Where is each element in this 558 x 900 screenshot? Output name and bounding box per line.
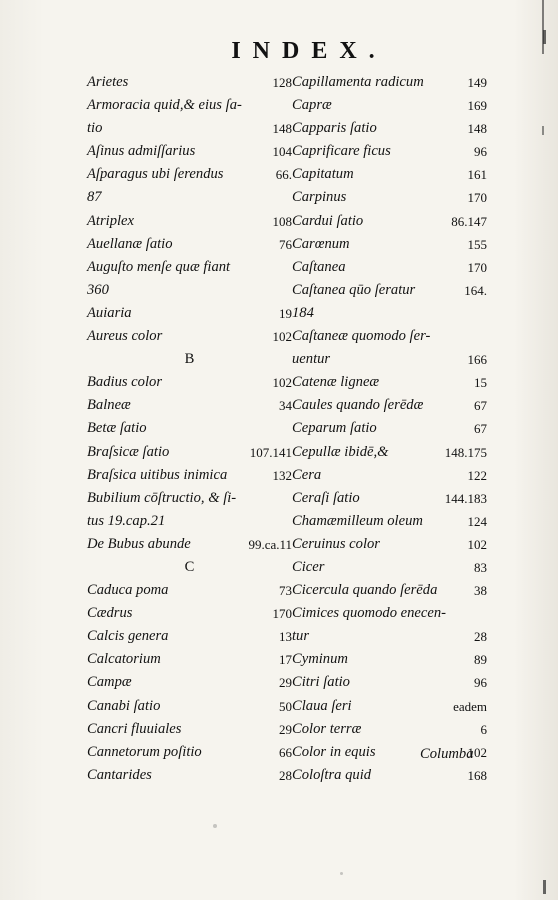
entry-term: 360 [87,281,109,298]
entry-term: Auellanæ ſatio [87,235,173,252]
entry-page-ref: 6 [480,721,487,737]
entry-term: Cannetorum poſitio [87,743,202,760]
entry-term: Arietes [87,74,129,90]
index-entry [292,233,487,256]
index-entry [292,764,487,787]
index-entry [292,417,487,440]
index-entry [87,764,292,787]
entry-term: Caſtaneæ quomodo ſer- [292,328,431,345]
entry-term: Chamæmilleum oleum [292,512,423,529]
entry-term: Capitatum [292,166,354,183]
entry-term: Cera [292,466,322,483]
entry-term: Calcatorium [87,651,161,668]
entry-term: Campæ [87,674,132,691]
entry-page-ref: 148 [467,121,487,137]
index-entry [87,671,292,694]
entry-page-ref: 83 [474,559,487,575]
entry-page-ref: 38 [474,583,487,599]
entry-term: De Bubus abunde [87,535,191,552]
index-entry [87,487,292,510]
index-entry [87,117,292,140]
index-entry [292,163,487,186]
entry-term: Cædrus [87,605,133,622]
left-index-column [87,71,292,787]
entry-page-ref: 169 [467,98,487,114]
entry-term: Bubilium cōſtructio, & ſi- [87,489,237,506]
entry-page-ref: 170 [467,259,487,275]
entry-term: Aureus color [87,328,163,345]
entry-page-ref: 104 [272,144,292,160]
entry-page-ref: 149 [467,75,487,90]
page-edge [542,0,544,900]
entry-term: Atriplex [87,212,135,229]
index-entry [292,579,487,602]
entry-page-ref: 13 [279,629,292,645]
index-entry [87,233,292,256]
index-entry [292,348,487,371]
index-entry [292,140,487,163]
entry-term: Ceraſi ſatio [292,489,360,506]
entry-term: Capillamenta radicum [292,74,424,90]
entry-term: Betæ ſatio [87,420,147,437]
entry-page-ref: 89 [474,652,487,668]
entry-term: Aſinus admiſſarius [87,143,196,160]
entry-term: Auiaria [87,304,132,321]
index-entry [87,648,292,671]
entry-term: Capræ [292,97,332,114]
entry-page-ref: 17 [279,652,292,668]
entry-page-ref: 102 [272,375,292,391]
ink-speck [213,824,217,828]
index-entry [87,441,292,464]
entry-term: Coloſtra quid [292,766,372,783]
index-entry [87,302,292,325]
entry-term: tur [292,628,310,645]
catchword: Columba [420,746,474,762]
entry-page-ref: 148 [272,121,292,137]
entry-page-ref: 99.ca.11 [248,536,292,552]
index-entry [292,695,487,718]
index-entry [87,371,292,394]
index-entry [87,71,292,94]
entry-term: Balneæ [87,397,131,414]
index-entry [292,394,487,417]
index-entry [292,302,487,325]
entry-term: Cyminum [292,651,348,668]
index-entry [292,210,487,233]
index-entry [87,464,292,487]
index-entry [87,417,292,440]
page-header: INDEX. [231,38,387,64]
entry-term: Canabi ſatio [87,697,161,714]
entry-page-ref: 28 [279,767,292,783]
entry-page-ref: 19 [279,305,292,321]
entry-term: Capparis ſatio [292,120,377,137]
letter-heading: B [184,351,195,368]
entry-page-ref: 66. [275,167,292,183]
entry-term: Ceparum ſatio [292,420,377,437]
entry-term: Citri ſatio [292,674,350,691]
entry-term: Cardui ſatio [292,212,364,229]
entry-term: Badius color [87,374,162,391]
entry-term: Caſtanea qūo ſeratur [292,281,416,298]
entry-term: Color terræ [292,720,362,737]
entry-term: 184 [292,304,314,321]
entry-term: 87 [87,189,102,206]
entry-page-ref: 168 [467,767,487,783]
index-letter-heading [87,348,292,371]
entry-page-ref: eadem [453,698,487,714]
entry-page-ref: 76 [279,236,292,252]
entry-page-ref: 102 [467,744,487,760]
entry-page-ref: 144.183 [444,490,487,506]
entry-page-ref: 122 [467,467,487,483]
entry-page-ref: 28 [474,629,487,645]
entry-term: Claua ſeri [292,697,352,714]
index-entry [292,117,487,140]
entry-term: Caules quando ſerēdæ [292,397,424,414]
index-entry [87,210,292,233]
entry-page-ref: 66 [279,744,292,760]
index-entry [87,510,292,533]
entry-page-ref: 170 [467,190,487,206]
index-entry [87,94,292,117]
entry-page-ref: 34 [279,398,292,414]
entry-page-ref: 164. [464,282,487,298]
index-entry [87,625,292,648]
entry-term: Cancri fluuiales [87,720,182,737]
entry-term: Caprificare ficus [292,143,391,160]
index-entry [87,279,292,302]
index-entry [87,325,292,348]
entry-term: Aſparagus ubi ſerendus [87,166,224,183]
entry-page-ref: 170 [272,606,292,622]
entry-page-ref: 102 [467,536,487,552]
index-entry [292,648,487,671]
entry-page-ref: 148.175 [444,444,487,460]
index-entry [292,279,487,302]
index-entry [292,71,487,94]
entry-term: Braſsicæ ſatio [87,443,170,460]
entry-term: Armoracia quid,& eius ſa- [87,97,242,114]
entry-term: Cepullæ ibidē,& [292,443,389,460]
entry-page-ref: 124 [467,513,487,529]
index-entry [292,602,487,625]
index-entry [87,394,292,417]
index-entry [87,163,292,186]
index-entry [292,441,487,464]
index-entry [292,533,487,556]
index-entry [292,94,487,117]
entry-term: Auguſto menſe quæ fiant [87,258,231,275]
entry-term: Cimices quomodo enecen- [292,605,446,622]
entry-term: Ceruinus color [292,535,380,552]
index-entry [87,695,292,718]
index-entry [292,718,487,741]
entry-term: Cicer [292,558,325,575]
index-entry [292,487,487,510]
entry-page-ref: 107.141 [249,444,292,460]
index-entry [292,671,487,694]
entry-term: Caduca poma [87,582,169,599]
entry-term: Calcis genera [87,628,169,645]
index-entry [87,140,292,163]
entry-page-ref: 96 [474,675,487,691]
entry-page-ref: 67 [474,398,487,414]
index-entry [292,510,487,533]
entry-page-ref: 50 [279,698,292,714]
entry-page-ref: 29 [279,721,292,737]
right-index-column [292,71,487,787]
index-entry [87,602,292,625]
entry-page-ref: 67 [474,421,487,437]
entry-page-ref: 15 [474,375,487,391]
entry-term: Carœnum [292,235,350,252]
entry-page-ref: 132 [272,467,292,483]
entry-term: Carpinus [292,189,347,206]
index-entry [87,579,292,602]
index-entry [292,186,487,209]
entry-term: Braſsica uitibus inimica [87,466,228,483]
index-letter-heading [87,556,292,579]
entry-term: tus 19.cap.21 [87,512,166,529]
entry-term: Cantarides [87,766,152,783]
index-entry [292,325,487,348]
entry-page-ref: 161 [467,167,487,183]
entry-page-ref: 166 [467,352,487,368]
index-entry [292,625,487,648]
index-entry [292,464,487,487]
entry-term: uentur [292,351,331,368]
entry-term: tio [87,120,103,137]
ink-speck [340,872,343,875]
entry-term: Caſtanea [292,258,346,275]
index-entry [87,533,292,556]
index-entry [292,556,487,579]
index-entry [87,256,292,279]
index-entry [292,371,487,394]
entry-term: Catenæ ligneæ [292,374,380,391]
entry-page-ref: 128 [272,75,292,90]
entry-term: Color in equis [292,743,376,760]
index-entry [87,718,292,741]
letter-heading: C [184,558,195,575]
entry-page-ref: 155 [467,236,487,252]
entry-term: Cicercula quando ſerēda [292,582,438,599]
entry-page-ref: 108 [272,213,292,229]
index-entry [292,256,487,279]
entry-page-ref: 29 [279,675,292,691]
entry-page-ref: 86.147 [451,213,487,229]
index-entry [87,186,292,209]
entry-page-ref: 96 [474,144,487,160]
index-entry [87,741,292,764]
entry-page-ref: 73 [279,583,292,599]
edge-mark [543,880,546,894]
entry-page-ref: 102 [272,329,292,345]
